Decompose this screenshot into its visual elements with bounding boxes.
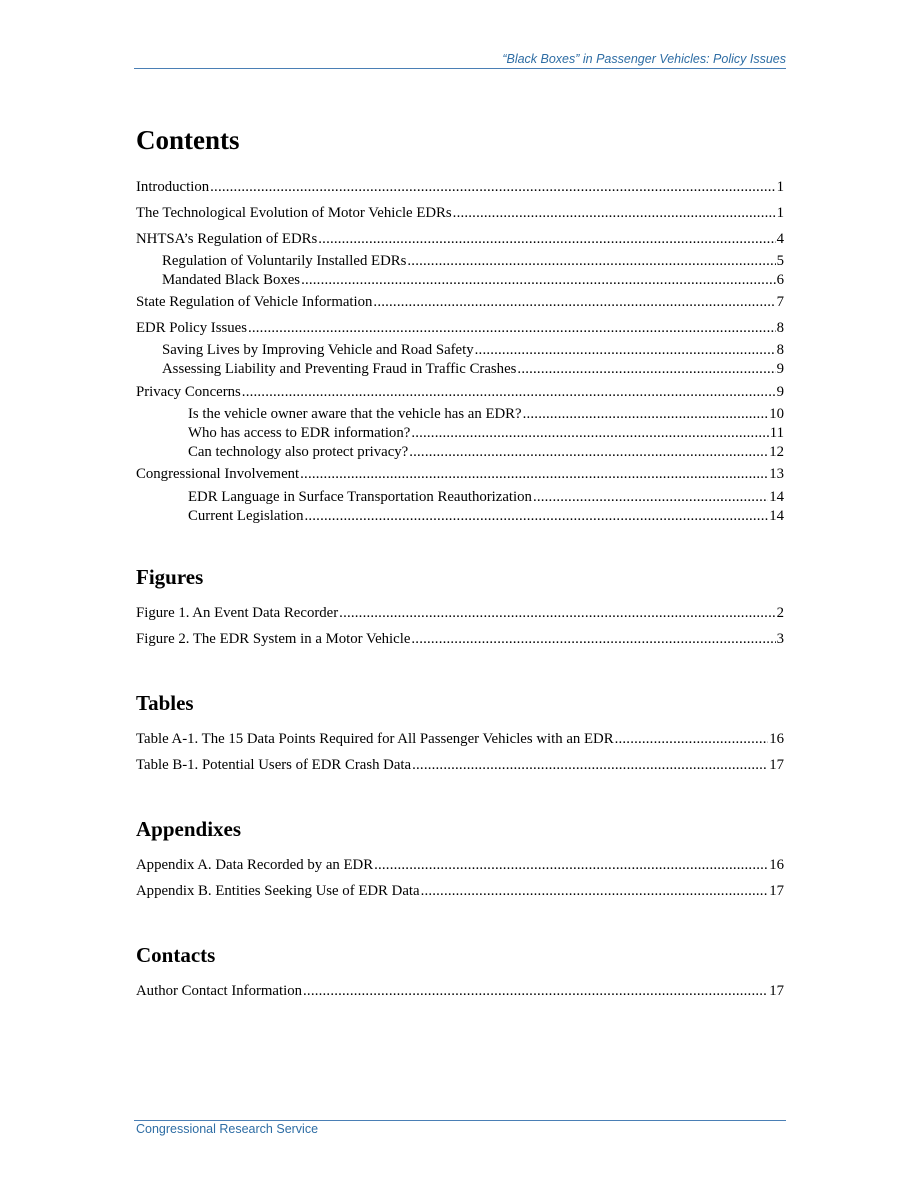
toc-entry[interactable] — [136, 730, 784, 748]
toc-entry[interactable] — [136, 204, 784, 222]
toc-entry-title: Privacy Concerns — [136, 384, 241, 400]
toc-entry-page: 1 — [776, 179, 784, 195]
figures-heading: Figures — [136, 565, 204, 589]
dot-leader — [409, 443, 768, 461]
tables-heading: Tables — [136, 691, 194, 715]
toc-entry-title: Congressional Involvement — [136, 466, 300, 482]
contacts-heading: Contacts — [136, 943, 216, 967]
toc-entry-page: 12 — [769, 444, 784, 460]
dot-leader — [412, 756, 768, 774]
toc-entry-title: Current Legislation — [188, 508, 304, 524]
toc-entry[interactable] — [162, 252, 784, 270]
toc-entry-title: EDR Language in Surface Transportation Reauthorization — [188, 489, 532, 505]
toc-entry-title: NHTSA’s Regulation of EDRs — [136, 231, 318, 247]
toc-entry-page: 13 — [769, 466, 784, 482]
toc-entry-page: 11 — [769, 425, 784, 441]
toc-entry-title: Appendix A. Data Recorded by an EDR — [136, 857, 374, 873]
toc-entry-page: 14 — [769, 508, 784, 524]
contents-heading: Contents — [136, 125, 240, 155]
toc-entry[interactable] — [162, 271, 784, 289]
dot-leader — [407, 252, 775, 270]
dot-leader — [373, 293, 775, 311]
dot-leader — [523, 405, 769, 423]
toc-entry-page: 4 — [776, 231, 784, 247]
toc-entry[interactable] — [136, 383, 784, 401]
dot-leader — [301, 271, 776, 289]
toc-entry[interactable] — [136, 882, 784, 900]
dot-leader — [411, 424, 768, 442]
dot-leader — [300, 465, 768, 483]
toc-entry[interactable] — [136, 604, 784, 622]
dot-leader — [318, 230, 775, 248]
dot-leader — [374, 856, 768, 874]
toc-entry[interactable] — [136, 178, 784, 196]
toc-entry-page: 3 — [776, 631, 784, 647]
toc-entry[interactable] — [188, 405, 784, 423]
dot-leader — [242, 383, 776, 401]
running-header: “Black Boxes” in Passenger Vehicles: Policy Issues — [502, 52, 786, 66]
toc-entry[interactable] — [136, 293, 784, 311]
toc-entry[interactable] — [188, 424, 784, 442]
toc-entry-page: 2 — [776, 605, 784, 621]
toc-entry-title: The Technological Evolution of Motor Vehicle EDRs — [136, 205, 452, 221]
toc-entry[interactable] — [162, 360, 784, 378]
toc-entry-page: 16 — [769, 731, 784, 747]
dot-leader — [303, 982, 768, 1000]
toc-entry-title: State Regulation of Vehicle Information — [136, 294, 373, 310]
toc-entry-page: 10 — [769, 406, 784, 422]
dot-leader — [517, 360, 775, 378]
toc-entry-page: 9 — [776, 361, 784, 377]
appendixes-heading: Appendixes — [136, 817, 242, 841]
toc-entry-title: Figure 1. An Event Data Recorder — [136, 605, 339, 621]
toc-entry-title: Introduction — [136, 179, 210, 195]
toc-entry-title: Who has access to EDR information? — [188, 425, 411, 441]
dot-leader — [339, 604, 775, 622]
toc-entry-title: Is the vehicle owner aware that the vehicle has an EDR? — [188, 406, 522, 422]
toc-entry-title: Table B-1. Potential Users of EDR Crash Data — [136, 757, 412, 773]
dot-leader — [533, 488, 768, 506]
toc-entry-title: EDR Policy Issues — [136, 320, 247, 336]
toc-entry-page: 8 — [776, 342, 784, 358]
footer-rule — [134, 1120, 786, 1121]
toc-entry[interactable] — [162, 341, 784, 359]
toc-entry[interactable] — [136, 465, 784, 483]
dot-leader — [248, 319, 776, 337]
toc-entry[interactable] — [188, 443, 784, 461]
toc-entry[interactable] — [188, 507, 784, 525]
toc-entry-page: 9 — [776, 384, 784, 400]
toc-entry-page: 6 — [776, 272, 784, 288]
toc-entry-title: Mandated Black Boxes — [162, 272, 301, 288]
toc-entry-title: Saving Lives by Improving Vehicle and Road Safety — [162, 342, 474, 358]
dot-leader — [475, 341, 776, 359]
toc-entry-page: 5 — [776, 253, 784, 269]
toc-entry-page: 8 — [776, 320, 784, 336]
toc-entry-title: Table A-1. The 15 Data Points Required for All Passenger Vehicles with an EDR — [136, 731, 614, 747]
toc-entry[interactable] — [136, 856, 784, 874]
dot-leader — [453, 204, 776, 222]
toc-entry-page: 17 — [769, 983, 784, 999]
dot-leader — [210, 178, 775, 196]
toc-entry-title: Figure 2. The EDR System in a Motor Vehicle — [136, 631, 411, 647]
toc-entry-title: Can technology also protect privacy? — [188, 444, 409, 460]
toc-entry-title: Appendix B. Entities Seeking Use of EDR Data — [136, 883, 420, 899]
footer-org: Congressional Research Service — [136, 1122, 319, 1136]
toc-entry-page: 17 — [769, 883, 784, 899]
toc-entry-title: Regulation of Voluntarily Installed EDRs — [162, 253, 407, 269]
header-rule — [134, 68, 786, 69]
dot-leader — [421, 882, 769, 900]
toc-entry-title: Assessing Liability and Preventing Fraud in Traffic Crashes — [162, 361, 517, 377]
toc-entry-page: 7 — [776, 294, 784, 310]
toc-entry[interactable] — [136, 630, 784, 648]
dot-leader — [304, 507, 768, 525]
toc-entry[interactable] — [188, 488, 784, 506]
toc-entry-page: 17 — [769, 757, 784, 773]
toc-entry-page: 14 — [769, 489, 784, 505]
toc-entry-title: Author Contact Information — [136, 983, 303, 999]
toc-entry-page: 1 — [776, 205, 784, 221]
toc-entry[interactable] — [136, 230, 784, 248]
toc-entry[interactable] — [136, 982, 784, 1000]
dot-leader — [411, 630, 775, 648]
toc-entry-page: 16 — [769, 857, 784, 873]
dot-leader — [615, 730, 769, 748]
toc-entry[interactable] — [136, 319, 784, 337]
toc-entry[interactable] — [136, 756, 784, 774]
